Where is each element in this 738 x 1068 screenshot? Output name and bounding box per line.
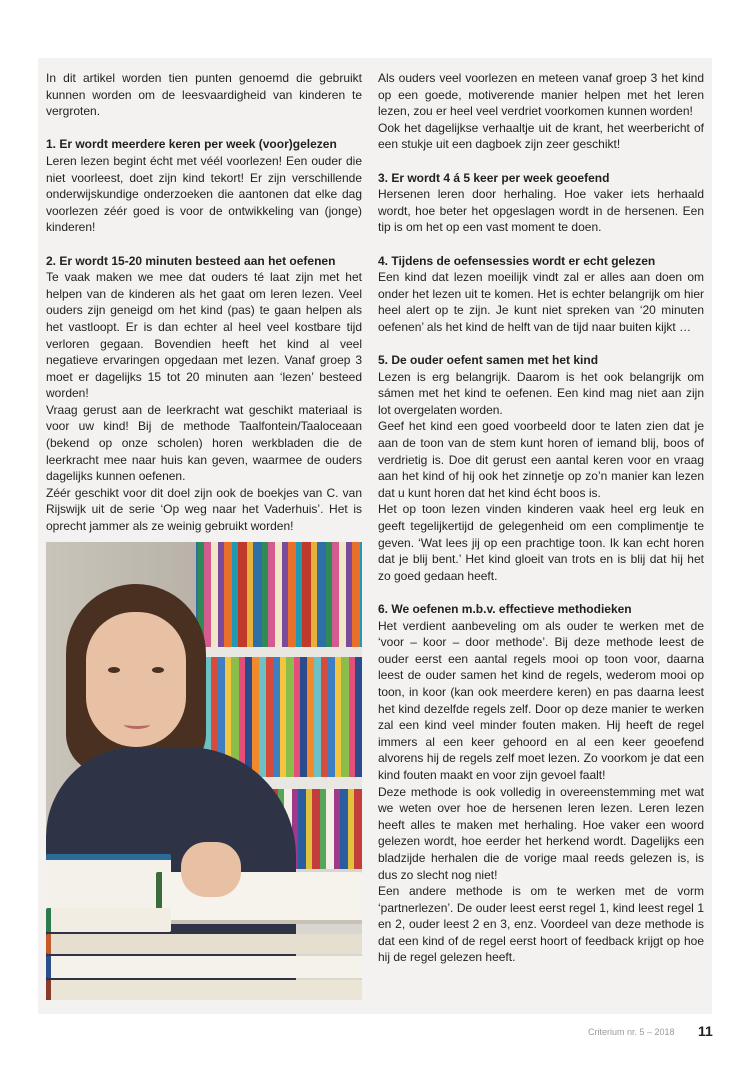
section-2-paragraph: Te vaak maken we mee dat ouders té laat zijn met het helpen van de kinderen als het gaat om leren lezen. Veel ouders zijn geneigd om het kind (pas) te gaan helpen als het vastloopt. Er is dan echter al heel veel kostbare tijd verloren gegaan. Bovendien heeft het kind al veel negatieve ervaringen opgedaan met lezen. Vanaf groep 3 moet er dagelijks 15 tot 20 minuten aan ‘lezen’ besteed worden! xyxy=(46,270,362,401)
girl-hand xyxy=(181,842,241,897)
section-2-paragraph: Zéér geschikt voor dit doel zijn ook de boekjes van C. van Rijswijk uit de serie ‘Op weg naar het Vaderhuis’. Het is oprecht jammer als ze weinig gebruikt worden! xyxy=(46,485,362,534)
book-stack-item xyxy=(46,934,362,954)
section-2-heading: 2. Er wordt 15-20 minuten besteed aan het oefenen xyxy=(46,253,336,268)
section-6-paragraph: Deze methode is ook volledig in overeenstemming met wat we weten over hoe de hersenen leren lezen. Leren lezen heeft alles te maken met herhaling. Hoe vaker een woord gelezen wordt, hoe eerder het herkend wordt. Dagelijks een bladzijde herhalen die de vorige maal reeds gelezen is, is dus zo slecht nog niet! xyxy=(378,784,704,882)
book-stack-item xyxy=(46,980,362,1000)
girl-eye xyxy=(152,667,164,673)
section-3-paragraph: Hersenen leren door herhaling. Hoe vaker iets herhaald wordt, hoe beter het opgeslagen wordt in de hersenen. Een tip is om het op een vast moment te doen. xyxy=(378,187,704,235)
continuation-paragraph: Als ouders veel voorlezen en meteen vanaf groep 3 het kind op een goede, motiverende manier helpen met het leren lezen, zou er heel veel verdriet voorkomen kunnen worden! xyxy=(378,71,704,119)
girl-mouth xyxy=(124,720,150,729)
section-5-heading: 5. De ouder oefent samen met het kind xyxy=(378,353,599,368)
section-1-heading: 1. Er wordt meerdere keren per week (voor)gelezen xyxy=(46,137,337,152)
photo-girl-with-books xyxy=(46,542,362,1000)
book-stack-item xyxy=(46,854,171,912)
girl-eye xyxy=(108,667,120,673)
section-6-heading: 6. We oefenen m.b.v. effectieve methodieken xyxy=(378,602,632,616)
page-number: 11 xyxy=(698,1023,713,1039)
right-column xyxy=(378,70,704,966)
section-5-paragraph: Het op toon lezen vinden kinderen vaak heel erg leuk en geeft tegelijkertijd de gelegenheid om een complimentje te geven. ‘Wat lees jij op een prachtige toon. Ik kan echt horen dat je blij bent.’ Het kind gloeit van trots en is blij dat hij het zo goed gedaan heeft. xyxy=(378,502,704,583)
section-6-paragraph: Het verdient aanbeveling om als ouder te werken met de ‘voor – koor – door methode’. Bij deze methode leest de ouder eerst een aantal regels mooi op toon voor, daarna leest de ouder samen het kind de regels, wederom mooi op toon, in koor (kan ook meerdere keren) en pas daarna leest het kind dezelfde regels zelf. Door op deze manier te werken zal een kind veel minder fouten maken. Hij heeft de regel immers al een keer gehoord en al een keer geoefend alvorens hij de regels zelf moet lezen. Zo voorkom je dat een kind fouten maakt en voor zijn gevoel faalt! xyxy=(378,618,704,782)
section-4-paragraph: Een kind dat lezen moeilijk vindt zal er alles aan doen om onder het lezen uit te komen. Het is echter belangrijk om hier heel alert op te zijn. Je kunt niet spreken van ‘20 minuten oefenen’ als het kind de helft van de tijd naar buiten kijkt … xyxy=(378,270,704,334)
section-1-paragraph: Leren lezen begint écht met véél voorlezen! Een ouder die niet voorleest, doet zijn kind tekort! Er zijn verschillende onderwijskundige onderzoeken die aantonen dat elke dag voorlezen zéér goed is voor de ontwikkeling van (jonge) kinderen! xyxy=(46,153,362,235)
book-stack-item xyxy=(46,908,171,932)
section-6-paragraph: Een andere methode is om te werken met de vorm ‘partnerlezen’. De ouder leest eerst regel 1, kind leest regel 1 en 2, ouder leest 2 en 3, enz. Voordeel van deze methode is dat een kind of de regel eerst hoort of feedback krijgt op hoe hij de regel gelezen heeft. xyxy=(378,884,704,965)
section-3-heading: 3. Er wordt 4 á 5 keer per week geoefend xyxy=(378,170,610,185)
section-5-paragraph: Geef het kind een goed voorbeeld door te laten zien dat je aan de toon van de stem kunt horen of iemand blij, boos of verdrietig is. Doe dit gerust een aantal keren voor en vraag aan het kind of hij ook het zinnetje op zo’n manier kan lezen dat u kunt horen dat het kind écht boos is. xyxy=(378,419,704,500)
section-4-heading: 4. Tijdens de oefensessies wordt er echt gelezen xyxy=(378,253,656,268)
intro-paragraph: In dit artikel worden tien punten genoemd die gebruikt kunnen worden om de leesvaardigheid van kinderen te vergroten. xyxy=(46,71,362,119)
publication-label: Criterium nr. 5 – 2018 xyxy=(588,1027,675,1037)
section-2-paragraph: Vraag gerust aan de leerkracht wat geschikt materiaal is voor uw kind! Bij de methode Taalfontein/Taaloceaan (bekend op onze scholen) horen werkbladen die de leerkracht mee naar huis kan geven, waarmee de ouders dagelijks kunnen oefenen. xyxy=(46,402,362,484)
left-column xyxy=(46,70,362,535)
section-5-paragraph: Lezen is erg belangrijk. Daarom is het ook belangrijk om sámen met het kind te oefenen. Een kind mag niet aan zijn lot overgelaten worden. xyxy=(378,369,704,417)
continuation-paragraph: Ook het dagelijkse verhaaltje uit de krant, het weerbericht of een stukje uit een dagboek zijn zeer geschikt! xyxy=(378,120,704,152)
book-stack-item xyxy=(46,956,362,978)
